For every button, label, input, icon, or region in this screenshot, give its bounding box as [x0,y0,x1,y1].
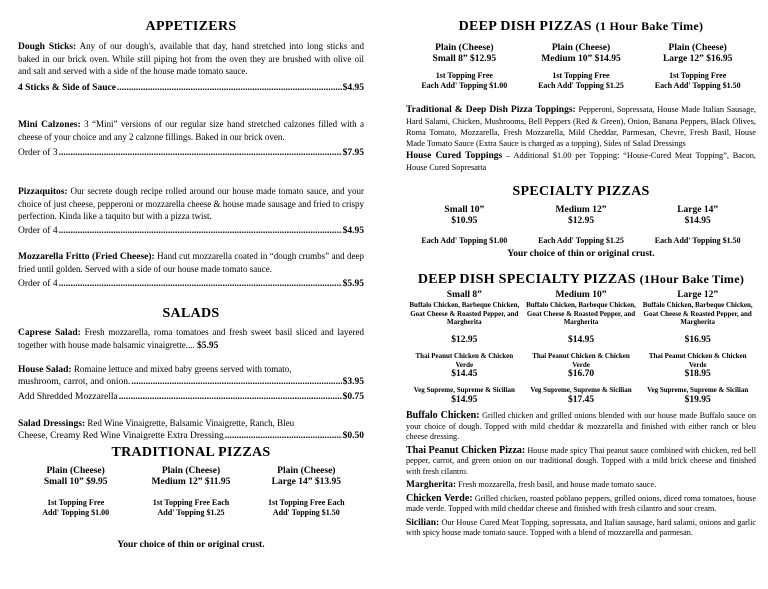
dressings-line2: Cheese, Creamy Red Wine Vinaigrette Extra Dressing [18,431,224,441]
leader-dots [59,225,342,237]
house-salad-desc: Romaine lettuce and mixed baby greens served with tomato, [71,364,292,374]
size-label: Medium 12” [555,205,607,215]
leader-dots [119,391,342,403]
topping-line1: 1st Topping Free Each [268,498,345,507]
thai-peanut-desc [406,446,756,478]
size-line1: Plain (Cheese) [46,466,105,476]
desc-text: Our House Cured Meat Topping, sopressata, and Italian sausage, hard salami, onions and garlic with spicy house made tomato sauce. Topped with a blend of mozzarella and parmesan. [406,517,756,537]
topping-line: Each Add' Topping $1.25 [538,236,624,245]
chicken-verde-desc [406,494,756,515]
mini-calzones-item [18,118,364,159]
thai-price: $16.70 [567,369,595,379]
size-line2: Large 12” $16.95 [662,54,733,64]
dough-sticks-name: Dough Sticks: [18,42,77,52]
pizzaquitos-name: Pizzaquitos: [18,187,68,197]
topping-line2: Each Add' Topping $1.25 [538,81,624,90]
house-salad-line2: mushroom, carrot, and onion. [18,377,131,387]
dd-specialty-large [639,290,756,406]
sicilian-desc [406,518,756,539]
size-line2: Medium 10” $14.95 [541,54,621,64]
mozzarella-fritto-item [18,250,364,290]
salads-heading: SALADS [162,306,220,321]
mozzarella-fritto-desc: Hand cut mozzarella coated in “dough crumbs” and deep fried until golden. Served with a side of our house made tomato sauce. [18,251,364,274]
topping-line2: Each Add' Topping $1.50 [654,81,741,90]
veg-names: Veg Supreme, Supreme & Sicilian [530,386,632,394]
topping-line1: 1st Topping Free [669,71,727,80]
dd-specialty-subtitle: (1Hour Bake Time) [639,272,745,286]
dough-sticks-item [18,40,364,94]
deep-dish-title: DEEP DISH PIZZAS [458,19,592,34]
deep-dish-sizes [406,43,756,91]
house-salad-price: $3.95 [342,377,364,387]
topping-line1: 1st Topping Free [47,498,105,507]
thai-names: Thai Peanut Chicken & Chicken Verde [415,352,514,369]
dough-sticks-desc: Any of our dough's, available that day, hand stretched into long sticks and baked in our brick oven. While still piping hot from the oven they are brushed with olive oil and salt and served with a side of the house made tomato sauce. [18,41,365,76]
topping-line2: Add' Topping $1.50 [272,508,340,517]
size-line2: Small 8” $12.95 [432,54,497,64]
mozzarella-fritto-order-label: Order of 4 [18,279,58,289]
dd-specialty-sizes [406,290,756,406]
desc-name: Buffalo Chicken: [406,410,480,421]
pizzaquitos-order-label: Order of 4 [18,226,58,236]
caprese-name: Caprese Salad: [18,328,81,338]
pizzaquitos-order [18,225,364,237]
thai-price: $18.95 [684,369,711,379]
desc-text: House made spicy Thai peanut sauce combined with chicken, red bell pepper, carrot, and green onion on our traditional dough. Topped with a mild brick cheese and finished with fresh cilantro. [406,445,756,476]
size-line2: Medium 12” $11.95 [151,477,231,487]
combo-names: Buffalo Chicken, Barbeque Chicken, Goat Cheese & Roasted Pepper, and Margherita [642,301,753,326]
topping-line2: Add' Topping $1.25 [157,508,225,517]
dd-specialty-small [406,290,523,406]
specialty-crust-note: Your choice of thin or original crust. [507,249,655,259]
thai-price: $14.45 [451,369,478,379]
house-cured-desc: – Additional $1.00 per Topping: “House-Cured Meat Topping”, Bacon, House Cured Sopresatta [406,151,756,172]
veg-names: Veg Supreme, Supreme & Sicilian [413,386,515,394]
mini-calzones-order-label: Order of 3 [18,148,58,158]
caprese-price: $5.95 [196,341,219,351]
specialty-large [639,205,756,246]
toppings-list [406,104,756,173]
specialty-small [406,205,523,246]
deep-dish-medium [523,43,640,91]
specialty-heading: SPECIALTY PIZZAS [512,184,650,199]
topping-line1: 1st Topping Free Each [152,498,230,507]
pizzaquitos-desc: Our secrete dough recipe rolled around our house made tomato sauce, and your choice of just cheese, pepperoni or mozzarella cheese & house made sausage and fried to crispy perfection. Kinda like a taquito but with a pizza twist. [18,186,364,221]
appetizers-heading: APPETIZERS [145,19,237,34]
size-line2: Large 14” $13.95 [271,477,342,487]
topping-line2: Add' Topping $1.00 [42,508,110,517]
mini-calzones-name: Mini Calzones: [18,120,81,130]
house-salad-item [18,363,364,403]
mozzarella-fritto-price: $5.95 [342,279,364,289]
dd-specialty-heading [406,272,756,288]
toppings-name: Traditional & Deep Dish Pizza Toppings: [406,105,576,115]
pizzaquitos-price: $4.95 [342,226,364,236]
desc-text: Fresh mozzarella, fresh basil, and house made tomato sauce. [456,480,657,489]
house-cured-name: House Cured Toppings [406,151,503,161]
size-price: $10.95 [451,216,478,226]
thai-names: Thai Peanut Chicken & Chicken Verde [532,352,630,369]
dough-sticks-order [18,82,364,94]
mini-calzones-price: $7.95 [342,148,364,158]
add-mozzarella-row [18,391,364,403]
size-label: Small 10” [444,205,485,215]
topping-line2: Each Add' Topping $1.00 [421,81,508,90]
pizzaquitos-item [18,185,364,237]
traditional-large [249,466,364,518]
leader-dots [225,430,342,442]
dressings-order [18,430,364,442]
combo-names: Buffalo Chicken, Barbeque Chicken, Goat Cheese & Roasted Pepper, and Margherita [409,301,520,326]
dressings-item [18,417,364,442]
add-mozzarella-price: $0.75 [342,392,364,402]
deep-dish-large [639,43,756,91]
dd-specialty-medium [523,290,640,406]
topping-line1: 1st Topping Free [435,71,493,80]
margherita-desc [406,480,756,491]
size-label: Large 14” [677,205,719,215]
size-line1: Plain (Cheese) [435,43,494,53]
size-line2: Small 10” $9.95 [43,477,108,487]
deep-dish-heading [406,19,756,35]
size-line1: Plain (Cheese) [551,43,611,53]
leader-dots [117,82,342,94]
caprese-item [18,326,364,352]
size-price: $12.95 [567,216,595,226]
combo-names: Buffalo Chicken, Barbeque Chicken, Goat Cheese & Roasted Pepper, and Margherita [526,301,636,326]
mozzarella-fritto-name: Mozzarella Fritto (Fried Cheese): [18,252,155,262]
desc-name: Sicilian: [406,517,440,528]
topping-line: Each Add' Topping $1.50 [654,236,741,245]
traditional-crust-note: Your choice of thin or original crust. [117,540,265,550]
size-label: Large 12” [677,290,719,300]
desc-name: Margherita: [406,480,457,490]
veg-price: $17.45 [567,394,595,405]
desc-text: Grilled chicken and grilled onions blended with our house made Buffalo sauce on your choice of dough. Topped with mild cheddar & mozzarella and finished with either ranch or bleu cheese dressing. [406,411,756,441]
dressings-desc: Red Wine Vinaigrette, Balsamic Vinaigrette, Ranch, Bleu [85,418,295,428]
size-price: $14.95 [684,216,711,226]
combo-price: $14.95 [567,335,595,345]
size-label: Medium 10” [555,290,607,300]
topping-line1: 1st Topping Free [552,71,610,80]
leader-dots [131,376,341,388]
pizza-descriptions [406,411,756,539]
traditional-sizes [18,466,364,518]
veg-price: $19.95 [684,394,711,405]
house-salad-order [18,376,364,388]
dressings-name: Salad Dressings: [18,419,86,429]
combo-price: $12.95 [451,335,478,345]
deep-dish-subtitle: (1 Hour Bake Time) [595,19,704,33]
mozzarella-fritto-order [18,278,364,290]
size-line1: Plain (Cheese) [161,466,221,476]
topping-line: Each Add' Topping $1.00 [421,236,508,245]
caprese-desc: Fresh mozzarella, roma tomatoes and fresh sweet basil sliced and layered together with house made balsamic vinaigrette.... [18,327,364,350]
dough-sticks-order-label: 4 Sticks & Side of Sauce [18,83,116,93]
leader-dots [59,147,342,159]
mini-calzones-order [18,147,364,159]
traditional-medium [133,466,248,518]
buffalo-chicken-desc [406,411,756,443]
veg-names: Veg Supreme, Supreme & Sicilian [647,386,749,394]
veg-price: $14.95 [451,394,478,405]
traditional-small [18,466,133,518]
desc-name: Chicken Verde: [406,492,473,504]
house-salad-name: House Salad: [18,365,72,375]
traditional-heading: TRADITIONAL PIZZAS [111,445,271,460]
size-line1: Plain (Cheese) [668,43,727,53]
add-mozzarella-label: Add Shredded Mozzarella [18,392,118,402]
dressings-price: $0.50 [342,431,364,441]
specialty-sizes [406,205,756,246]
desc-name: Thai Peanut Chicken Pizza: [406,444,526,456]
toppings-desc: Pepperoni, Sopressata, House Made Italian Sausage, Hard Salami, Chicken, Mushrooms, Bell Peppers (Red & Green), Onion, Banana Peppers, Black Olives, Roma Tomato, Mozzarella, Fresh Mozzarella, Mild Cheddar, Parmesan, Chevre, Fresh Basil, House Made Tomato Sauce (Extra Sauce is charged as a topping), Sides of Salad Dressings [406,105,756,148]
desc-text: Grilled chicken, roasted poblano peppers, grilled onions, diced roma tomatoes, house made verde. Topped with mild cheddar cheese and finished with fresh cilantro and sour cream. [406,493,756,513]
combo-price: $16.95 [684,335,711,345]
dd-specialty-title: DEEP DISH SPECIALTY PIZZAS [417,272,636,287]
mini-calzones-desc: 3 “Mini” versions of our regular size hand stretched calzones filled with a cheese of your choice and any 2 calzone fillings. Baked in our brick oven. [18,119,364,142]
dough-sticks-price: $4.95 [342,83,364,93]
deep-dish-small [406,43,523,91]
size-label: Small 8” [446,290,482,300]
size-line1: Plain (Cheese) [277,466,336,476]
thai-names: Thai Peanut Chicken & Chicken Verde [648,352,747,369]
specialty-medium [523,205,640,246]
leader-dots [59,278,342,290]
